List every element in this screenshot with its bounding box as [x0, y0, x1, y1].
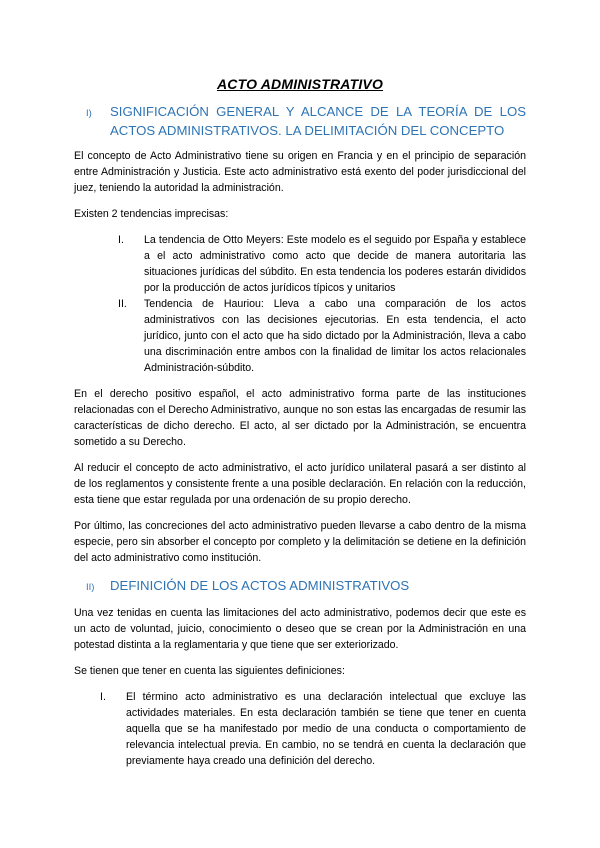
list-item-text: La tendencia de Otto Meyers: Este modelo es el seguido por España y establece a el acto administrativo como acto que decide de manera autoritaria las situaciones jurídicas del súbdito. En esta tendencia los poderes estarán divididos por la producción de actos jurídicos típicos y unitarios — [144, 234, 526, 294]
document-page — [74, 76, 526, 779]
paragraph: Por último, las concreciones del acto administrativo pueden llevarse a cabo dentro de la misma especie, pero sin absorber el concepto por completo y la delimitación se detiene en la definición del acto administrativo como institución. — [74, 520, 526, 564]
list-item — [74, 689, 526, 769]
list-marker: I. — [100, 691, 106, 703]
list-item — [74, 232, 526, 296]
section-2-intro: Una vez tenidas en cuenta las limitaciones del acto administrativo, podemos decir que este es un acto de voluntad, juicio, conocimiento o deseo que se crean por la Administración en una potestad distinta a la reglamentaria y que tiene que ser exteriorizado. — [74, 607, 526, 651]
section-heading-text-2: DEFINICIÓN DE LOS ACTOS ADMINISTRATIVOS — [110, 578, 410, 593]
paragraph: Al reducir el concepto de acto administrativo, el acto jurídico unilateral pasará a ser distinto al de los reglamentos y consistente frente a una posible declaración. En relación con la reducción, esta tiene que estar regulada por una ordenación de su propio derecho. — [74, 462, 526, 506]
tendencias-list — [74, 232, 526, 376]
definiciones-intro: Se tienen que tener en cuenta las siguientes definiciones: — [74, 665, 345, 677]
section-heading-2 — [74, 576, 526, 597]
list-item — [74, 296, 526, 376]
section-heading-text-1: SIGNIFICACIÓN GENERAL Y ALCANCE DE LA TEORÍA DE LOS ACTOS ADMINISTRATIVOS. LA DELIMITACIÓN DEL CONCEPTO — [110, 104, 526, 138]
list-marker: II. — [118, 298, 127, 310]
list-marker: I. — [118, 234, 124, 246]
document-title: ACTO ADMINISTRATIVO — [216, 76, 384, 92]
list-item-text: Tendencia de Hauriou: Lleva a cabo una comparación de los actos administrativos con las decisiones ejecutorias. En esta tendencia, el acto jurídico, junto con el acto que ha sido dictado por la Administración, lleva a cabo una discriminación entre ambos con la finalidad de limitar los actos relacionales Administración-súbdito. — [144, 298, 526, 374]
list-item-text: El término acto administrativo es una declaración intelectual que excluye las actividades materiales. En esta declaración también se tiene que tener en cuenta aquella que se ha manifestado por medio de una conducta o comportamiento de relevancia intelectual previa. En cambio, no se tendrá en cuenta la declaración que previamente haya creado una definición del derecho. — [126, 691, 526, 767]
paragraph: En el derecho positivo español, el acto administrativo forma parte de las instituciones relacionadas con el Derecho Administrativo, aunque no son estas las encargadas de resumir las características de dicho derecho. El acto, al ser dictado por la Administración, se encuentra sometido a su Derecho. — [74, 388, 526, 448]
section-number-2: II) — [86, 582, 95, 593]
definiciones-list — [74, 689, 526, 769]
tendencias-intro: Existen 2 tendencias imprecisas: — [74, 208, 229, 220]
section-heading-1 — [74, 102, 526, 140]
section-1-intro: El concepto de Acto Administrativo tiene su origen en Francia y en el principio de separación entre Administración y Justicia. Este acto administrativo está exento del poder jurisdiccional del juez, teniendo la autoridad la administración. — [74, 150, 526, 194]
section-number-1: I) — [86, 108, 92, 119]
